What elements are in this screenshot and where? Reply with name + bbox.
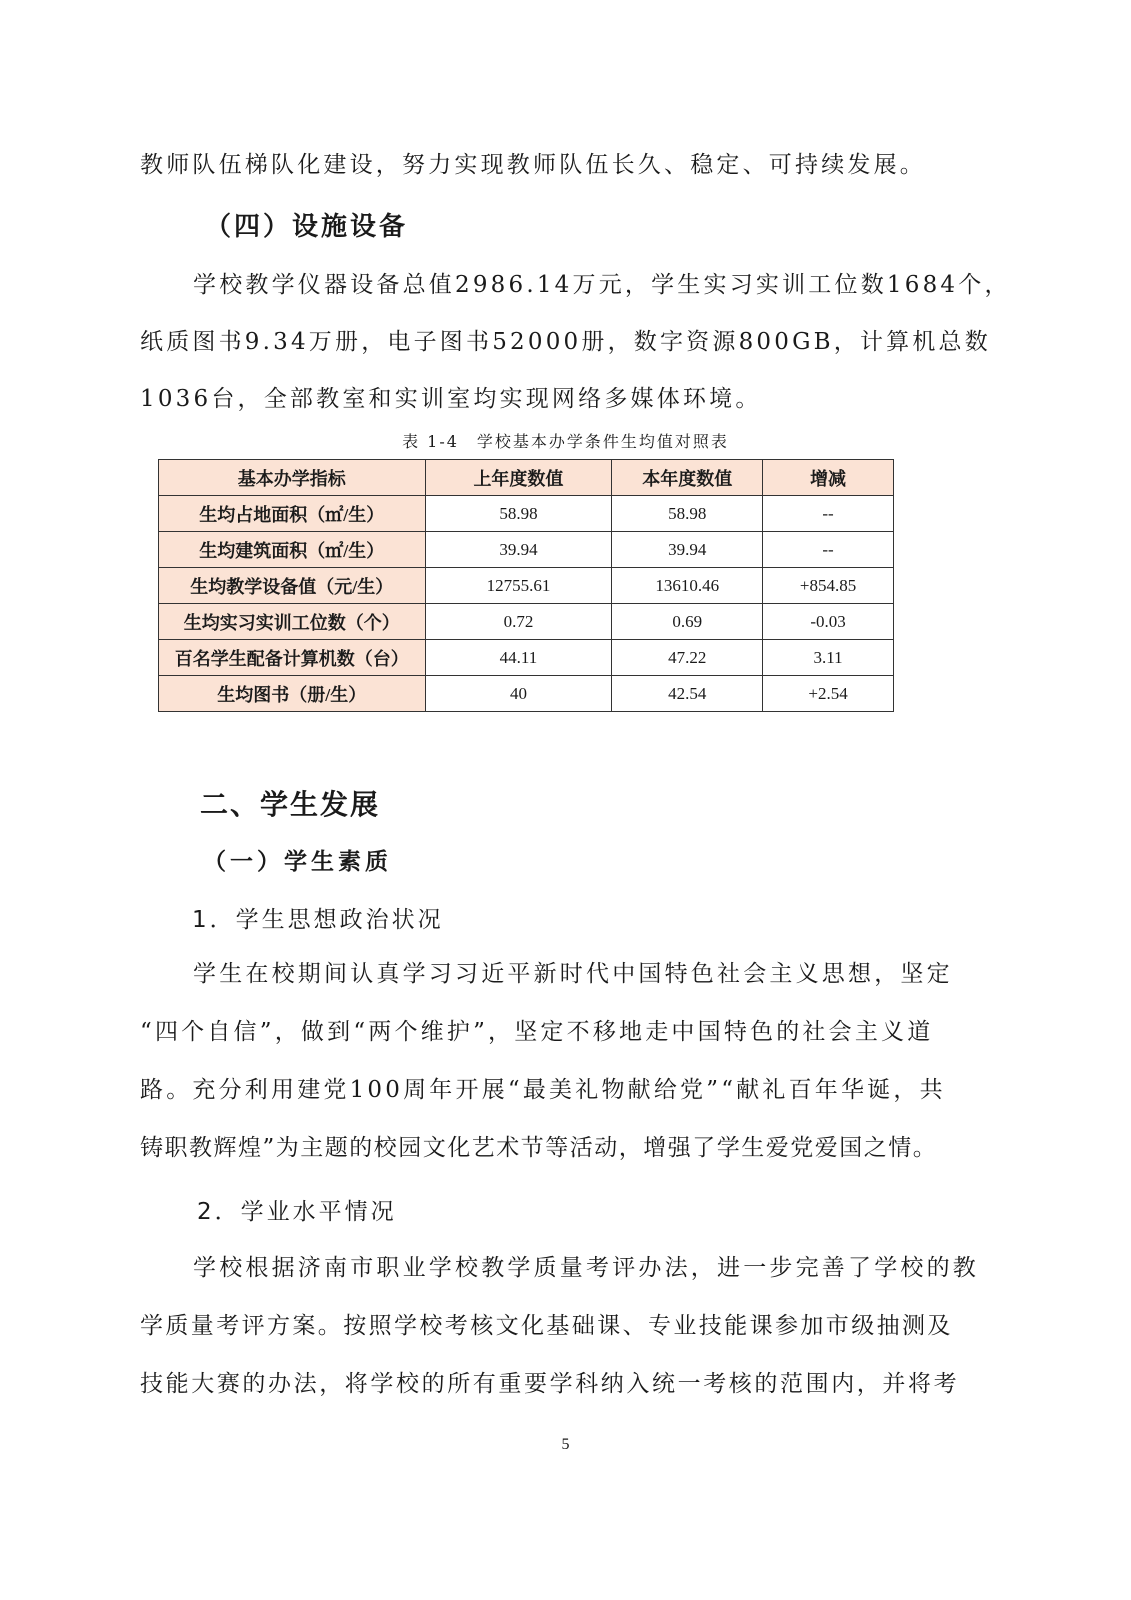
column-header: 上年度数值 (425, 460, 612, 496)
cell-change: +2.54 (763, 676, 894, 712)
paragraph-line: “四个自信”，做到“两个维护”，坚定不移地走中国特色的社会主义道 (140, 1019, 934, 1045)
row-label: 生均实习实训工位数（个） (159, 604, 426, 640)
table-header-row (159, 460, 894, 496)
paragraph-line: 学校根据济南市职业学校教学质量考评办法，进一步完善了学校的教 (193, 1255, 979, 1281)
cell-prev-year: 12755.61 (425, 568, 612, 604)
column-header: 增减 (763, 460, 894, 496)
column-header: 本年度数值 (612, 460, 763, 496)
cell-this-year: 13610.46 (612, 568, 763, 604)
heading-academic-level: 2．学业水平情况 (197, 1199, 397, 1225)
conditions-table (158, 459, 894, 712)
cell-prev-year: 40 (425, 676, 612, 712)
cell-change: -- (763, 532, 894, 568)
paragraph-line: 学生在校期间认真学习习近平新时代中国特色社会主义思想，坚定 (193, 961, 953, 987)
paragraph-line: 1036台，全部教室和实训室均实现网络多媒体环境。 (140, 386, 762, 412)
cell-this-year: 39.94 (612, 532, 763, 568)
row-label: 生均建筑面积（㎡/生） (159, 532, 426, 568)
cell-this-year: 42.54 (612, 676, 763, 712)
table-row (159, 532, 894, 568)
cell-prev-year: 0.72 (425, 604, 612, 640)
row-label: 生均教学设备值（元/生） (159, 568, 426, 604)
heading-thought-politics: 1．学生思想政治状况 (192, 907, 444, 933)
cell-prev-year: 44.11 (425, 640, 612, 676)
row-label: 生均占地面积（㎡/生） (159, 496, 426, 532)
cell-change: +854.85 (763, 568, 894, 604)
cell-change: -0.03 (763, 604, 894, 640)
heading-student-development: 二、学生发展 (200, 788, 381, 821)
table-row (159, 568, 894, 604)
paragraph-line: 学质量考评方案。按照学校考核文化基础课、专业技能课参加市级抽测及 (140, 1313, 953, 1339)
paragraph-line: 铸职教辉煌”为主题的校园文化艺术节等活动，增强了学生爱党爱国之情。 (140, 1135, 938, 1161)
cell-this-year: 47.22 (612, 640, 763, 676)
paragraph-line: 路。充分利用建党100周年开展“最美礼物献给党”“献礼百年华诞，共 (140, 1077, 946, 1103)
table-row (159, 604, 894, 640)
table-row (159, 496, 894, 532)
cell-change: -- (763, 496, 894, 532)
heading-student-quality: （一）学生素质 (203, 849, 392, 875)
row-label: 生均图书（册/生） (159, 676, 426, 712)
cell-prev-year: 58.98 (425, 496, 612, 532)
cell-prev-year: 39.94 (425, 532, 612, 568)
paragraph-line: 技能大赛的办法，将学校的所有重要学科纳入统一考核的范围内，并将考 (140, 1371, 960, 1397)
heading-facilities: （四）设施设备 (205, 212, 409, 242)
row-label: 百名学生配备计算机数（台） (159, 640, 426, 676)
cell-this-year: 58.98 (612, 496, 763, 532)
cell-this-year: 0.69 (612, 604, 763, 640)
column-header: 基本办学指标 (159, 460, 426, 496)
table-caption: 表 1-4 学校基本办学条件生均值对照表 (402, 432, 729, 451)
table-row (159, 640, 894, 676)
table-row (159, 676, 894, 712)
page-number: 5 (561, 1436, 570, 1453)
paragraph-line: 教师队伍梯队化建设，努力实现教师队伍长久、稳定、可持续发展。 (140, 152, 926, 178)
cell-change: 3.11 (763, 640, 894, 676)
paragraph-line: 学校教学仪器设备总值2986.14万元，学生实习实训工位数1684个， (193, 272, 1011, 298)
paragraph-line: 纸质图书9.34万册，电子图书52000册，数字资源800GB，计算机总数 (140, 329, 991, 355)
